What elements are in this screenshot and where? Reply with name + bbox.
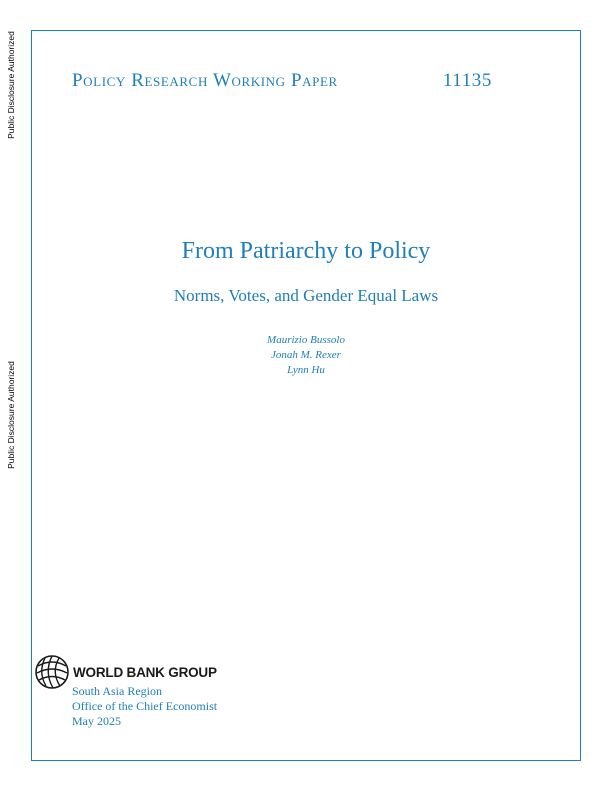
region-line: South Asia Region [72, 684, 163, 698]
office-line: Office of the Chief Economist [72, 699, 218, 713]
disclosure-label-bottom [0, 340, 22, 490]
paper-number: 11135 [442, 70, 492, 91]
disclosure-label-top-text: Public Disclosure Authorized [6, 31, 17, 139]
date-line: May 2025 [72, 714, 121, 728]
series-name: Policy Research Working Paper [72, 70, 338, 91]
author-list [31, 333, 581, 378]
author-name: Jonah M. Rexer [271, 349, 341, 361]
cover-frame [31, 30, 581, 761]
disclosure-label-bottom-text: Public Disclosure Authorized [6, 361, 17, 469]
series-header [72, 70, 492, 92]
world-bank-globe-icon [34, 654, 70, 690]
disclosure-label-top [0, 10, 22, 160]
organization-info [72, 684, 217, 729]
logo-wordmark: WORLD BANK GROUP [73, 664, 217, 680]
author-name: Lynn Hu [287, 364, 325, 376]
author-name: Maurizio Bussolo [267, 334, 345, 346]
paper-subtitle: Norms, Votes, and Gender Equal Laws [173, 286, 439, 305]
paper-title: From Patriarchy to Policy [181, 238, 431, 264]
